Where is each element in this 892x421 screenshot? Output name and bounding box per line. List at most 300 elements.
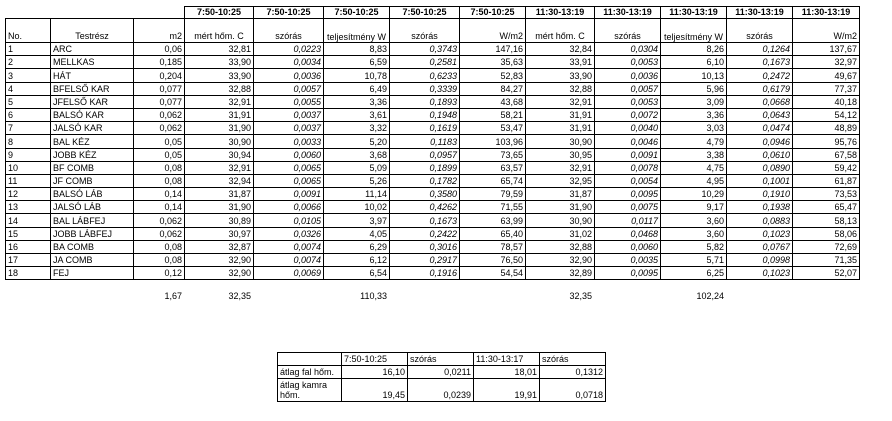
summary-power-total-2: 102,24	[696, 291, 724, 301]
table-cell: 0,0060	[595, 240, 661, 253]
table-cell: 33,90	[185, 56, 254, 69]
table-cell: 40,18	[793, 95, 860, 108]
empty-cell	[134, 7, 185, 19]
table-row	[6, 188, 860, 201]
table-cell: ARC	[51, 43, 134, 56]
table-cell: 35,63	[460, 56, 526, 69]
table-cell: 32,91	[526, 95, 595, 108]
table-cell: 32,90	[526, 254, 595, 267]
table-cell: 0,0053	[595, 95, 661, 108]
table-cell: 0,0055	[254, 95, 324, 108]
table-cell: 3	[6, 69, 51, 82]
table-cell: 3,97	[324, 214, 390, 227]
table-row	[6, 135, 860, 148]
table-cell: 3,68	[324, 148, 390, 161]
column-header: teljesítmény W	[661, 19, 727, 43]
table-cell: 147,16	[460, 43, 526, 56]
table-cell: 84,27	[460, 82, 526, 95]
table-row	[6, 214, 860, 227]
table-cell: 5,71	[661, 254, 727, 267]
table-cell: 18	[6, 267, 51, 280]
table-cell: 16	[6, 240, 51, 253]
table-cell: 32,91	[185, 161, 254, 174]
average-row-chamber	[278, 379, 606, 402]
table-cell: 32,90	[185, 254, 254, 267]
table-cell: MELLKAS	[51, 56, 134, 69]
table-cell: 30,90	[526, 135, 595, 148]
table-cell: 31,87	[526, 188, 595, 201]
table-cell: 0,0105	[254, 214, 324, 227]
summary-power-total-1: 110,33	[360, 291, 387, 301]
time-header: 11:30-13:19	[727, 7, 793, 19]
table-cell: JF COMB	[51, 174, 134, 187]
table-cell: 103,96	[460, 135, 526, 148]
table-cell: 11	[6, 174, 51, 187]
table-cell: 0,0610	[727, 148, 793, 161]
summary-row	[5, 290, 726, 302]
table-cell: 0,0036	[595, 69, 661, 82]
average-header-time-1: 7:50-10:25	[342, 353, 408, 366]
table-cell: JA COMB	[51, 254, 134, 267]
table-cell: 58,21	[460, 108, 526, 121]
table-cell: 0,062	[134, 227, 185, 240]
table-row	[6, 161, 860, 174]
average-value: 19,91	[474, 379, 540, 402]
table-cell: 6,12	[324, 254, 390, 267]
table-cell: 0,0033	[254, 135, 324, 148]
column-header: teljesítmény W	[324, 19, 390, 43]
table-cell: 0,14	[134, 201, 185, 214]
table-cell: 3,61	[324, 108, 390, 121]
table-cell: 7	[6, 122, 51, 135]
column-header-row	[6, 19, 860, 43]
time-header: 11:30-13:19	[526, 7, 595, 19]
table-cell: 48,89	[793, 122, 860, 135]
column-header: m2	[134, 19, 185, 43]
table-cell: 3,32	[324, 122, 390, 135]
table-cell: 63,99	[460, 214, 526, 227]
table-cell: 0,0074	[254, 240, 324, 253]
table-cell: 32,97	[793, 56, 860, 69]
table-cell: 33,91	[526, 56, 595, 69]
table-cell: 31,87	[185, 188, 254, 201]
table-cell: 2	[6, 56, 51, 69]
table-cell: 0,0065	[254, 174, 324, 187]
table-cell: 33,90	[526, 69, 595, 82]
table-cell: 0,1183	[390, 135, 460, 148]
table-cell: 0,0223	[254, 43, 324, 56]
table-row	[6, 69, 860, 82]
table-cell: 3,36	[324, 95, 390, 108]
table-cell: 30,97	[185, 227, 254, 240]
table-cell: 0,05	[134, 135, 185, 148]
table-cell: 0,077	[134, 82, 185, 95]
table-cell: 0,1910	[727, 188, 793, 201]
table-cell: 31,91	[526, 108, 595, 121]
table-cell: 0,0036	[254, 69, 324, 82]
table-cell: 6,54	[324, 267, 390, 280]
table-cell: 0,08	[134, 174, 185, 187]
average-table-header	[278, 353, 606, 366]
table-cell: 0,1023	[727, 267, 793, 280]
table-cell: 0,0767	[727, 240, 793, 253]
table-cell: 9	[6, 148, 51, 161]
time-header: 11:30-13:19	[661, 7, 727, 19]
average-row-wall	[278, 366, 606, 379]
table-cell: 4,79	[661, 135, 727, 148]
table-row	[6, 56, 860, 69]
table-row	[6, 148, 860, 161]
table-cell: 32,94	[185, 174, 254, 187]
table-cell: 65,47	[793, 201, 860, 214]
table-cell: 65,74	[460, 174, 526, 187]
table-cell: 0,3743	[390, 43, 460, 56]
average-value: 0,0718	[540, 379, 606, 402]
table-cell: 32,91	[185, 95, 254, 108]
table-cell: 0,08	[134, 161, 185, 174]
table-cell: 32,84	[526, 43, 595, 56]
table-cell: 6	[6, 108, 51, 121]
time-header-row	[6, 7, 860, 19]
table-cell: 0,0095	[595, 267, 661, 280]
table-cell: 0,0668	[727, 95, 793, 108]
table-cell: 0,204	[134, 69, 185, 82]
table-cell: 0,0035	[595, 254, 661, 267]
table-cell: BALSÓ LÁB	[51, 188, 134, 201]
table-cell: 10,78	[324, 69, 390, 82]
time-header: 7:50-10:25	[390, 7, 460, 19]
table-cell: 0,4262	[390, 201, 460, 214]
column-header: mért hőm. C	[185, 19, 254, 43]
table-cell: 5	[6, 95, 51, 108]
table-cell: 0,0037	[254, 122, 324, 135]
table-cell: 0,05	[134, 148, 185, 161]
table-cell: 31,91	[185, 108, 254, 121]
table-cell: 30,89	[185, 214, 254, 227]
table-cell: 32,91	[526, 161, 595, 174]
table-cell: 0,0066	[254, 201, 324, 214]
table-cell: 0,3016	[390, 240, 460, 253]
column-header: W/m2	[793, 19, 860, 43]
table-cell: 76,50	[460, 254, 526, 267]
average-value: 18,01	[474, 366, 540, 379]
table-row	[6, 108, 860, 121]
table-cell: 79,59	[460, 188, 526, 201]
table-cell: 49,67	[793, 69, 860, 82]
table-cell: 0,2422	[390, 227, 460, 240]
average-value: 0,0239	[408, 379, 474, 402]
table-cell: 0,0095	[595, 188, 661, 201]
table-cell: 71,35	[793, 254, 860, 267]
table-cell: 14	[6, 214, 51, 227]
column-header: Testrész	[51, 19, 134, 43]
table-cell: BAL KÉZ	[51, 135, 134, 148]
table-cell: 32,88	[526, 240, 595, 253]
table-cell: 31,90	[526, 201, 595, 214]
table-cell: 0,0117	[595, 214, 661, 227]
table-cell: 0,0946	[727, 135, 793, 148]
table-cell: 31,02	[526, 227, 595, 240]
table-cell: 0,1023	[727, 227, 793, 240]
average-label-wall: átlag fal hőm.	[278, 366, 342, 379]
summary-m2-total: 1,67	[164, 291, 182, 301]
average-value: 19,45	[342, 379, 408, 402]
table-cell: 0,2917	[390, 254, 460, 267]
table-cell: 0,1916	[390, 267, 460, 280]
table-cell: 0,0057	[254, 82, 324, 95]
table-cell: 8,83	[324, 43, 390, 56]
summary-temp-avg-1: 32,35	[228, 291, 251, 301]
table-cell: JFELSŐ KAR	[51, 95, 134, 108]
table-cell: 72,69	[793, 240, 860, 253]
table-cell: 3,38	[661, 148, 727, 161]
table-cell: 78,57	[460, 240, 526, 253]
table-cell: 0,1619	[390, 122, 460, 135]
table-cell: 65,40	[460, 227, 526, 240]
table-cell: 3,09	[661, 95, 727, 108]
table-cell: 0,1938	[727, 201, 793, 214]
table-cell: 3,60	[661, 214, 727, 227]
column-header: szórás	[390, 19, 460, 43]
table-cell: 52,07	[793, 267, 860, 280]
table-cell: 0,0054	[595, 174, 661, 187]
table-cell: 0,0060	[254, 148, 324, 161]
time-header: 7:50-10:25	[324, 7, 390, 19]
table-cell: 0,0040	[595, 122, 661, 135]
table-cell: 95,76	[793, 135, 860, 148]
table-cell: BALSÓ KAR	[51, 108, 134, 121]
table-cell: 52,83	[460, 69, 526, 82]
table-cell: 0,2581	[390, 56, 460, 69]
column-header: szórás	[595, 19, 661, 43]
table-cell: 0,0053	[595, 56, 661, 69]
table-cell: 58,13	[793, 214, 860, 227]
table-cell: BF COMB	[51, 161, 134, 174]
table-cell: 0,062	[134, 108, 185, 121]
time-header: 7:50-10:25	[185, 7, 254, 19]
table-cell: 10	[6, 161, 51, 174]
table-cell: 4,75	[661, 161, 727, 174]
table-cell: 30,90	[526, 214, 595, 227]
time-header: 7:50-10:25	[254, 7, 324, 19]
table-row	[6, 267, 860, 280]
table-cell: HÁT	[51, 69, 134, 82]
table-cell: 17	[6, 254, 51, 267]
table-row	[6, 227, 860, 240]
table-row	[6, 254, 860, 267]
table-cell: 0,1673	[727, 56, 793, 69]
table-cell: 5,09	[324, 161, 390, 174]
table-cell: 61,87	[793, 174, 860, 187]
table-cell: 0,1673	[390, 214, 460, 227]
table-cell: 32,88	[185, 82, 254, 95]
average-temperature-table	[277, 352, 606, 402]
column-header: mért hőm. C	[526, 19, 595, 43]
table-cell: JALSÓ KAR	[51, 122, 134, 135]
table-cell: 0,3580	[390, 188, 460, 201]
table-row	[6, 240, 860, 253]
average-value: 0,1312	[540, 366, 606, 379]
table-cell: 30,90	[185, 135, 254, 148]
column-header: szórás	[254, 19, 324, 43]
table-cell: 0,0069	[254, 267, 324, 280]
table-cell: 13	[6, 201, 51, 214]
table-cell: 33,90	[185, 69, 254, 82]
table-cell: 43,68	[460, 95, 526, 108]
table-cell: 6,25	[661, 267, 727, 280]
average-header-std-1: szórás	[408, 353, 474, 366]
table-cell: 3,60	[661, 227, 727, 240]
table-cell: 10,02	[324, 201, 390, 214]
table-cell: 0,077	[134, 95, 185, 108]
table-cell: 3,36	[661, 108, 727, 121]
table-cell: 32,95	[526, 174, 595, 187]
table-cell: 0,0468	[595, 227, 661, 240]
table-cell: 67,58	[793, 148, 860, 161]
table-cell: 0,0046	[595, 135, 661, 148]
table-cell: 30,94	[185, 148, 254, 161]
table-cell: 5,20	[324, 135, 390, 148]
table-cell: 0,0065	[254, 161, 324, 174]
table-cell: BFELSŐ KAR	[51, 82, 134, 95]
table-cell: 1	[6, 43, 51, 56]
table-cell: 0,08	[134, 254, 185, 267]
table-cell: 53,47	[460, 122, 526, 135]
table-cell: 31,90	[185, 122, 254, 135]
table-cell: 0,185	[134, 56, 185, 69]
table-cell: 0,0037	[254, 108, 324, 121]
table-cell: 0,0091	[254, 188, 324, 201]
table-cell: JALSÓ LÁB	[51, 201, 134, 214]
table-cell: 32,89	[526, 267, 595, 280]
table-cell: 0,1782	[390, 174, 460, 187]
table-cell: FEJ	[51, 267, 134, 280]
column-header: szórás	[727, 19, 793, 43]
table-cell: 58,06	[793, 227, 860, 240]
table-row	[6, 174, 860, 187]
average-label-chamber: átlag kamra hőm.	[278, 379, 342, 402]
table-cell: 0,0057	[595, 82, 661, 95]
average-value: 16,10	[342, 366, 408, 379]
table-cell: 10,13	[661, 69, 727, 82]
table-cell: 12	[6, 188, 51, 201]
table-cell: 0,6179	[727, 82, 793, 95]
table-cell: 11,14	[324, 188, 390, 201]
table-cell: 73,65	[460, 148, 526, 161]
average-header-time-2: 11:30-13:17	[474, 353, 540, 366]
time-header: 11:30-13:19	[793, 7, 860, 19]
table-cell: 54,12	[793, 108, 860, 121]
column-header: No.	[6, 19, 51, 43]
table-cell: BA COMB	[51, 240, 134, 253]
table-cell: 0,06	[134, 43, 185, 56]
time-header: 7:50-10:25	[460, 7, 526, 19]
table-cell: 10,29	[661, 188, 727, 201]
table-cell: 32,90	[185, 267, 254, 280]
measurement-table	[5, 6, 860, 280]
table-cell: 0,08	[134, 240, 185, 253]
table-cell: 0,1948	[390, 108, 460, 121]
table-cell: 0,12	[134, 267, 185, 280]
table-cell: 32,88	[526, 82, 595, 95]
table-cell: 31,90	[185, 201, 254, 214]
empty-cell	[51, 7, 134, 19]
table-cell: 6,59	[324, 56, 390, 69]
column-header: W/m2	[460, 19, 526, 43]
table-cell: 137,67	[793, 43, 860, 56]
table-cell: 30,95	[526, 148, 595, 161]
table-cell: 0,2472	[727, 69, 793, 82]
empty-cell	[6, 7, 51, 19]
table-cell: 0,0304	[595, 43, 661, 56]
table-cell: 4	[6, 82, 51, 95]
table-cell: 77,37	[793, 82, 860, 95]
table-cell: 0,0883	[727, 214, 793, 227]
table-cell: 9,17	[661, 201, 727, 214]
table-cell: 0,1893	[390, 95, 460, 108]
table-cell: 3,03	[661, 122, 727, 135]
table-cell: 0,0075	[595, 201, 661, 214]
table-cell: 8	[6, 135, 51, 148]
table-cell: 4,05	[324, 227, 390, 240]
table-cell: 8,26	[661, 43, 727, 56]
table-cell: 0,0890	[727, 161, 793, 174]
table-cell: 32,87	[185, 240, 254, 253]
table-cell: 0,0998	[727, 254, 793, 267]
table-cell: 31,91	[526, 122, 595, 135]
table-row	[6, 201, 860, 214]
table-cell: 54,54	[460, 267, 526, 280]
table-cell: 0,1001	[727, 174, 793, 187]
table-cell: 5,26	[324, 174, 390, 187]
table-cell: 71,55	[460, 201, 526, 214]
table-cell: 0,1899	[390, 161, 460, 174]
table-cell: 0,0474	[727, 122, 793, 135]
table-cell: BAL LÁBFEJ	[51, 214, 134, 227]
table-cell: 0,0326	[254, 227, 324, 240]
table-cell: 0,14	[134, 188, 185, 201]
table-cell: 0,1264	[727, 43, 793, 56]
table-cell: 0,3339	[390, 82, 460, 95]
table-cell: 6,29	[324, 240, 390, 253]
table-cell: 4,95	[661, 174, 727, 187]
table-cell: 5,96	[661, 82, 727, 95]
table-cell: 0,062	[134, 122, 185, 135]
table-cell: 0,0643	[727, 108, 793, 121]
table-row	[6, 122, 860, 135]
table-cell: 15	[6, 227, 51, 240]
table-cell: 0,0034	[254, 56, 324, 69]
table-row	[6, 43, 860, 56]
table-cell: 0,0072	[595, 108, 661, 121]
table-row	[6, 82, 860, 95]
table-cell: 0,6233	[390, 69, 460, 82]
table-cell: 73,53	[793, 188, 860, 201]
table-cell: 32,81	[185, 43, 254, 56]
table-row	[6, 95, 860, 108]
table-cell: 5,82	[661, 240, 727, 253]
table-cell: 0,062	[134, 214, 185, 227]
table-cell: 0,0957	[390, 148, 460, 161]
time-header: 11:30-13:19	[595, 7, 661, 19]
table-cell: 63,57	[460, 161, 526, 174]
table-cell: 6,49	[324, 82, 390, 95]
table-cell: 59,42	[793, 161, 860, 174]
table-cell: 0,0091	[595, 148, 661, 161]
table-cell: JOBB LÁBFEJ	[51, 227, 134, 240]
table-cell: 0,0078	[595, 161, 661, 174]
summary-temp-avg-2: 32,35	[569, 291, 592, 301]
